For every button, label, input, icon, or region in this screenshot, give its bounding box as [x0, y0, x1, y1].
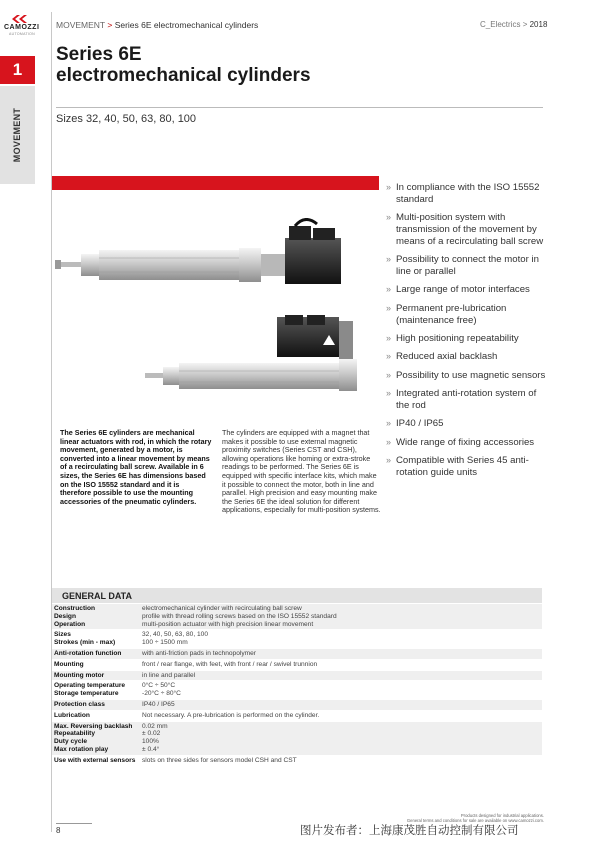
general-data-row [52, 648, 542, 659]
general-data-key: Use with external sensors [54, 756, 136, 764]
chevron-right-icon: » [386, 254, 392, 265]
logo-wordmark: CAMOZZI [4, 24, 40, 31]
page-title [56, 44, 311, 86]
page-number: 8 [56, 826, 61, 835]
general-data-key: Protection class [54, 700, 105, 708]
feature-item: » Large range of motor interfaces [386, 284, 530, 296]
intro-text-left: The Series 6E cylinders are mechanical linear actuators with rod, in which the rotary movement, generated by a motor, is converted into a linear movement by means of a recirculating ball screw. Available in 6 sizes, the Series 6E has dimensions based on the ISO 15552 standard and it is therefore possible to use the mounting accessories of the pneumatic cylinders. [60, 428, 212, 506]
general-data-key: Lubrication [54, 711, 90, 719]
catalog-name: C_Electrics [480, 20, 521, 29]
camozzi-logo-icon [10, 14, 38, 24]
general-data-key: Anti-rotation function [54, 649, 122, 657]
footer-legal-line2: General terms and conditions for sale are available on www.camozzi.com. [406, 818, 544, 823]
general-data-key: Operating temperature Storage temperature [54, 682, 126, 698]
breadcrumb-current: Series 6E electromechanical cylinders [114, 20, 259, 30]
accent-bar [52, 176, 379, 190]
general-data-value: front / rear flange, with feet, with front / rear / swivel trunnion [142, 660, 318, 668]
chapter-number-tab[interactable]: 1 [0, 56, 35, 84]
chevron-right-icon: » [386, 332, 392, 343]
chapter-label [0, 86, 35, 184]
feature-item: » IP40 / IP65 [386, 418, 444, 430]
general-data-row [52, 681, 542, 700]
general-data-value: 0.02 mm ± 0.02 100% ± 0.4° [142, 722, 168, 753]
page-number-rule [56, 823, 92, 824]
catalog-separator: > [522, 20, 528, 29]
publisher-watermark: 图片发布者：上海康茂胜自动控制有限公司 [300, 825, 519, 837]
general-data-row [52, 755, 542, 766]
feature-item: » Compatible with Series 45 anti-rotation guide units [386, 455, 529, 478]
chevron-right-icon: » [386, 182, 392, 192]
breadcrumb [56, 20, 258, 30]
catalog-reference [480, 20, 547, 29]
page-title-line2: electromechanical cylinders [56, 65, 311, 86]
general-data-row [52, 604, 542, 630]
logo-tagline: AUTOMATION [9, 32, 36, 36]
intro-text-right: The cylinders are equipped with a magnet that makes it possible to use external magnetic proximity switches (Series CST and CSH), allowing operations like homing or extra-stroke readings to be performed. The Series 6E is equipped with specific interface kits, which make it possible to connect the motor, both in line and parallel. High precision and easy mounting make the Series 6E the ideal solution for different applications, especially for multi-position systems. [222, 428, 381, 515]
general-data-row [52, 659, 542, 670]
feature-item: » High positioning repeatability [386, 332, 519, 344]
general-data-row [52, 710, 542, 721]
chevron-right-icon: » [386, 351, 392, 362]
general-data-key: Mounting [54, 660, 84, 668]
general-data-value: 32, 40, 50, 63, 80, 100 100 ÷ 1500 mm [142, 631, 208, 647]
general-data-key: Sizes Strokes (min - max) [54, 631, 116, 647]
feature-item: » Integrated anti-rotation system of the rod [386, 388, 537, 411]
general-data-value: IP40 / IP65 [142, 700, 175, 708]
feature-item: » Possibility to connect the motor in line or parallel [386, 254, 539, 277]
general-data-key: Max. Reversing backlash Repeatability Duty cycle Max rotation play [54, 722, 133, 753]
general-data-value: Not necessary. A pre-lubrication is performed on the cylinder. [142, 711, 320, 719]
chevron-right-icon: » [386, 418, 392, 429]
general-data-table [52, 604, 542, 767]
feature-item: » Permanent pre-lubrication (maintenance free) [386, 302, 507, 326]
feature-item: » In compliance with the ISO 15552 standard [386, 182, 540, 205]
sizes-subtitle: Sizes 32, 40, 50, 63, 80, 100 [56, 113, 197, 125]
title-divider [56, 107, 543, 108]
feature-item: » Multi-position system with transmission of the movement by means of a recirculating ball screw [386, 212, 544, 247]
general-data-key: Mounting motor [54, 671, 105, 679]
general-data-value: in line and parallel [142, 671, 196, 679]
general-data-row [52, 630, 542, 649]
catalog-year: 2018 [529, 20, 548, 29]
breadcrumb-section[interactable]: MOVEMENT [56, 20, 105, 30]
cylinder-parallel-motor-image [145, 315, 380, 395]
chevron-right-icon: » [386, 455, 392, 466]
chevron-right-icon: » [386, 369, 392, 380]
feature-item: » Possibility to use magnetic sensors [386, 369, 546, 381]
general-data-value: 0°C ÷ 50°C -20°C ÷ 80°C [142, 682, 181, 698]
chevron-right-icon: » [386, 302, 392, 313]
chapter-label-text: MOVEMENT [12, 107, 23, 163]
feature-list [386, 182, 546, 485]
footer-legal-line1: Products designed for industrial applications. [460, 813, 544, 818]
general-data-title: GENERAL DATA [62, 591, 133, 601]
cylinder-inline-motor-image [55, 218, 355, 298]
feature-item: » Reduced axial backlash [386, 351, 498, 363]
general-data-row [52, 699, 542, 710]
general-data-value: slots on three sides for sensors model CSH and CST [142, 756, 297, 764]
chevron-right-icon: » [386, 436, 392, 447]
general-data-value: with anti-friction pads in technopolymer [142, 649, 256, 657]
general-data-row [52, 670, 542, 681]
general-data-row [52, 721, 542, 755]
breadcrumb-separator: > [107, 20, 113, 30]
chevron-right-icon: » [386, 388, 392, 399]
general-data-key: Construction Design Operation [54, 605, 96, 628]
page-title-line1: Series 6E [56, 44, 142, 65]
general-data-value: electromechanical cylinder with recirculating ball screw profile with thread rolling screws based on the ISO 15552 standard multi-position actuator with high precision linear movement [142, 605, 337, 628]
chevron-right-icon: » [386, 212, 392, 223]
chevron-right-icon: » [386, 284, 392, 295]
feature-item: » Wide range of fixing accessories [386, 436, 535, 448]
